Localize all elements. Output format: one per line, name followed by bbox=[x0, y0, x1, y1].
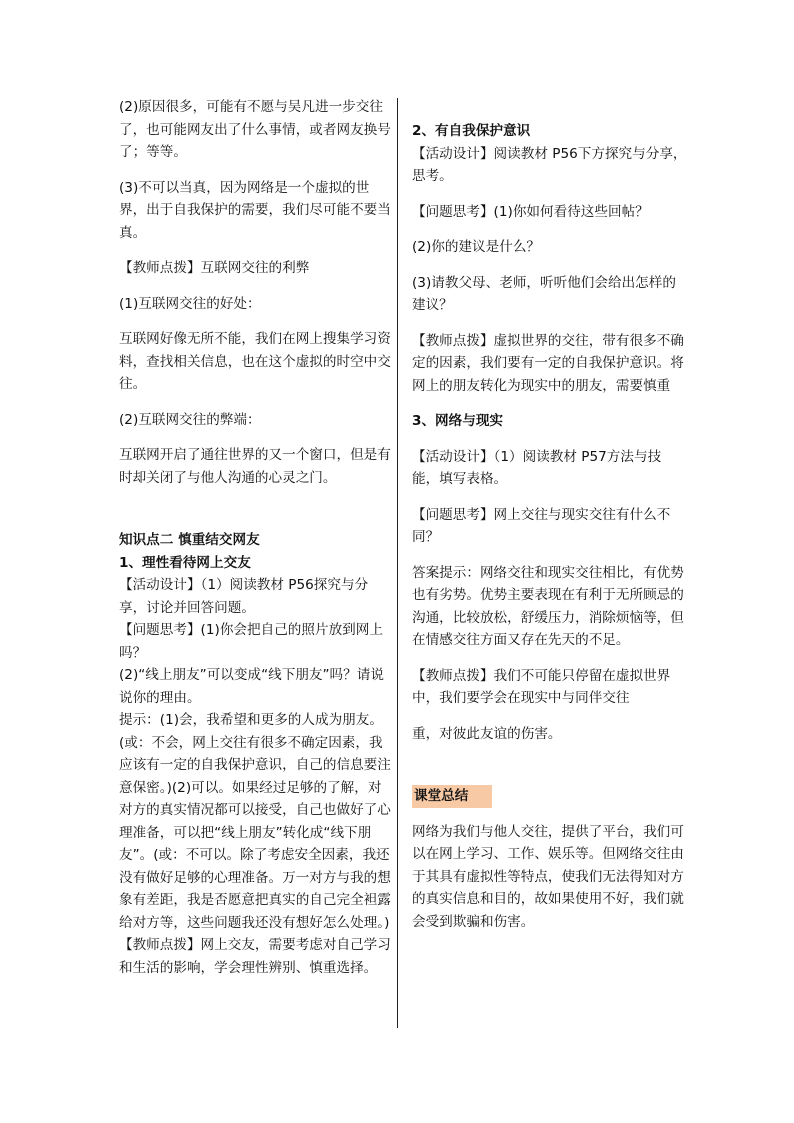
paragraph: 【教师点拨】网上交友，需要考虑对自己学习和生活的影响，学会理性辨别、慎重选择。 bbox=[119, 937, 391, 976]
paragraph: 【活动设计】（1）阅读教材 P56探究与分享，讨论并回答问题。 bbox=[119, 577, 369, 616]
paragraph: 互联网开启了通往世界的又一个窗口，但是有时却关闭了与他人沟通的心灵之门。 bbox=[119, 447, 391, 486]
paragraph: 【活动设计】（1）阅读教材 P57方法与技能，填写表格。 bbox=[412, 448, 662, 487]
paragraph: 重，对彼此友谊的伤害。 bbox=[412, 725, 562, 742]
teacher-note-heading: 【教师点拨】互联网交往的利弊 bbox=[119, 260, 310, 276]
right-column bbox=[412, 96, 687, 933]
paragraph: 互联网好像无所不能，我们在网上搜集学习资料，查找相关信息，也在这个虚拟的时空中交往。 bbox=[119, 331, 391, 392]
subsection-heading: 2、有自我保护意识 bbox=[412, 123, 531, 139]
paragraph: 【问题思考】网上交往与现实交往有什么不同？ bbox=[412, 506, 671, 545]
summary-heading: 课堂总结 bbox=[412, 785, 492, 808]
column-divider bbox=[397, 98, 398, 1028]
paragraph: 答案提示：网络交往和现实交往相比，有优势也有劣势。优势主要表现在有利于无所顾忌的沟通，比较放松，舒缓压力，消除烦恼等，但在情感交往方面又存在先天的不足。 bbox=[412, 564, 684, 648]
subsection-heading: 3、网络与现实 bbox=[412, 413, 504, 429]
paragraph: (3)请教父母、老师，听听他们会给出怎样的建议？ bbox=[412, 274, 676, 313]
paragraph: 【问题思考】(1)你会把自己的照片放到网上吗？ bbox=[119, 622, 383, 661]
paragraph: (2)“线上朋友”可以变成“线下朋友”吗？请说说你的理由。 bbox=[119, 667, 384, 706]
paragraph: 【教师点拨】我们不可能只停留在虚拟世界中，我们要学会在现实中与同伴交往 bbox=[412, 667, 671, 706]
left-column bbox=[119, 96, 394, 979]
paragraph: 网络为我们与他人交往，提供了平台，我们可以在网上学习、工作、娱乐等。但网络交往由于其具有虚拟性等特点，使我们无法得知对方的真实信息和目的，故如果使用不好，我们就会受到欺骗和伤害。 bbox=[412, 823, 684, 930]
subsection-heading: 1、理性看待网上交友 bbox=[119, 554, 251, 571]
paragraph: 【问题思考】(1)你如何看待这些回帖？ bbox=[412, 203, 649, 220]
paragraph: (2)原因很多，可能有不愿与吴凡进一步交往了，也可能网友出了什么事情，或者网友换号了；等等。 bbox=[119, 99, 391, 160]
summary-heading-row bbox=[412, 785, 687, 808]
paragraph: 【教师点拨】虚拟世界的交往，带有很多不确定的因素，我们要有一定的自我保护意识。将网上的朋友转化为现实中的朋友，需要慎重 bbox=[412, 332, 684, 394]
paragraph: 【活动设计】阅读教材 P56下方探究与分享，思考。 bbox=[412, 145, 687, 184]
section-heading: 知识点二 慎重结交网友 bbox=[119, 532, 260, 548]
paragraph: (2)你的建议是什么？ bbox=[412, 239, 541, 255]
paragraph: 提示：(1)会，我希望和更多的人成为朋友。(或：不会，网上交往有很多不确定因素，我应该有一定的自我保护意识，自己的信息要注意保密。)(2)可以。如果经过足够的了解，对对方的真实情况都可以接受，自己也做好了心理准备，可以把“线上朋友”转化成“线下朋友”。(或：不可以。除了考虑安全因素，我还没有做好足够的心理准备。万一对方与我的想象有差距，我是否愿意把真实的自己完全袒露给对方等，这些问题我还没有想好怎么处理。) bbox=[119, 712, 391, 931]
paragraph: (2)互联网交往的弊端： bbox=[119, 411, 261, 428]
paragraph: (3)不可以当真，因为网络是一个虚拟的世界，出于自我保护的需要，我们尽可能不要当真。 bbox=[119, 179, 391, 241]
paragraph: (1)互联网交往的好处： bbox=[119, 295, 261, 312]
